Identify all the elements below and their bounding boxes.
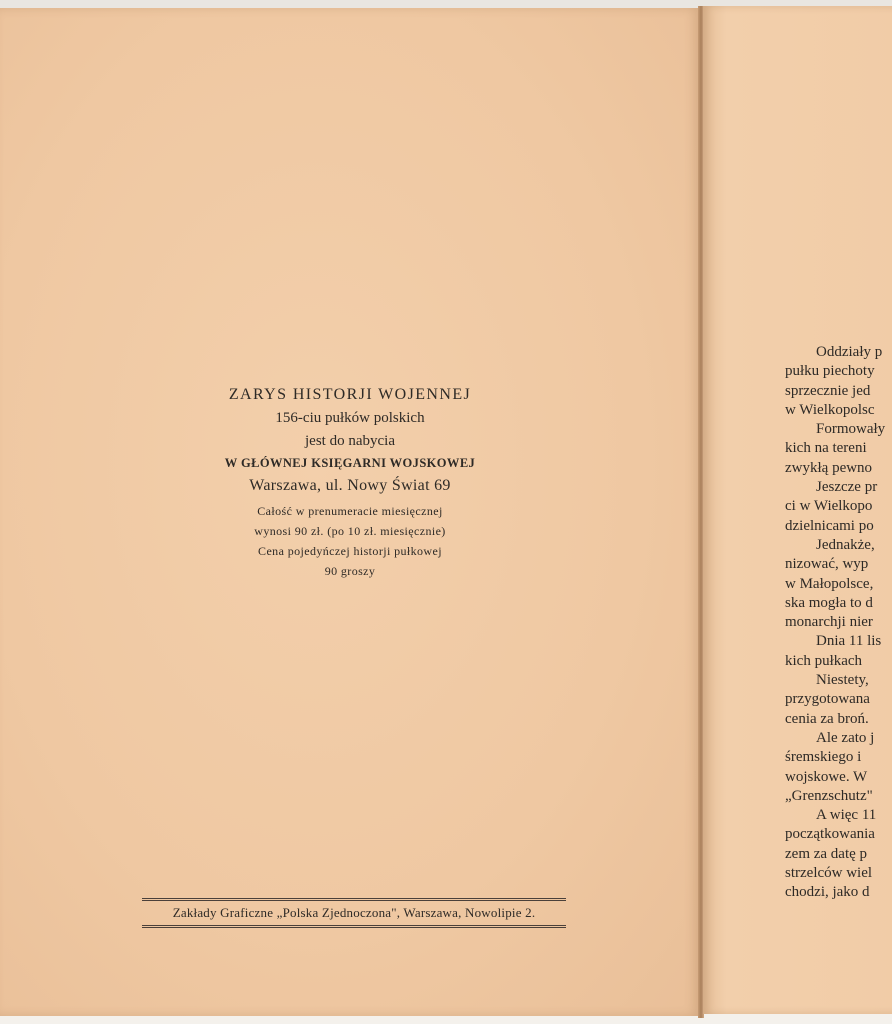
- notice-price-line: Cena pojedyńczej historji pułkowej: [258, 544, 442, 558]
- notice-bookstore: W GŁÓWNEJ KSIĘGARNI WOJSKOWEJ: [224, 456, 476, 470]
- right-page-text: [785, 343, 892, 903]
- text-line: Dnia 11 lis: [816, 633, 882, 650]
- notice-price-line: Całość w prenumeracie miesięcznej: [257, 504, 443, 518]
- text-line: monarchji nier: [785, 614, 873, 631]
- text-line: cenia za broń.: [785, 710, 869, 727]
- text-line: chodzi, jako d: [785, 884, 870, 901]
- notice-line: 156-ciu pułków polskich: [275, 410, 425, 426]
- text-line: w Wielkopolsc: [785, 401, 875, 418]
- text-line: zem za datę p: [785, 845, 868, 862]
- text-line: kich na tereni: [785, 440, 867, 457]
- text-line: nizować, wyp: [785, 556, 869, 573]
- text-line: wojskowe. W: [785, 768, 868, 785]
- text-line: kich pułkach: [785, 652, 863, 669]
- advertisement-notice: [180, 386, 520, 581]
- text-line: przygotowana: [785, 691, 870, 708]
- text-line: początkowania: [785, 826, 875, 843]
- text-line: ska mogła to d: [785, 594, 873, 611]
- text-line: Jeszcze pr: [816, 479, 878, 496]
- notice-line: jest do nabycia: [305, 433, 395, 449]
- text-line: Jednakże,: [816, 536, 875, 553]
- text-line: „Grenzschutz": [785, 787, 873, 804]
- right-page: [703, 6, 892, 1014]
- text-line: A więc 11: [816, 807, 877, 824]
- text-line: pułku piechoty: [785, 363, 875, 380]
- text-line: w Małopolsce,: [785, 575, 874, 592]
- text-line: dzielnicami po: [785, 517, 874, 534]
- text-line: ci w Wielkopo: [785, 498, 873, 515]
- text-line: śremskiego i: [785, 749, 862, 766]
- text-line: sprzecznie jed: [785, 382, 871, 399]
- notice-price-line: wynosi 90 zł. (po 10 zł. miesięcznie): [254, 524, 446, 538]
- left-page: [0, 8, 701, 1016]
- text-line: zwykłą pewno: [785, 459, 873, 476]
- text-line: Ale zato j: [816, 729, 875, 746]
- text-line: Formowały: [816, 421, 886, 438]
- text-line: strzelców wiel: [785, 865, 873, 882]
- text-line: Oddziały p: [816, 344, 883, 360]
- notice-price-line: 90 groszy: [324, 564, 376, 578]
- notice-title: ZARYS HISTORJI WOJENNEJ: [228, 386, 472, 403]
- text-line: Niestety,: [816, 672, 869, 689]
- notice-address: Warszawa, ul. Nowy Świat 69: [249, 477, 451, 494]
- printer-imprint: Zakłady Graficzne „Polska Zjednoczona", Warszawa, Nowolipie 2.: [142, 898, 566, 928]
